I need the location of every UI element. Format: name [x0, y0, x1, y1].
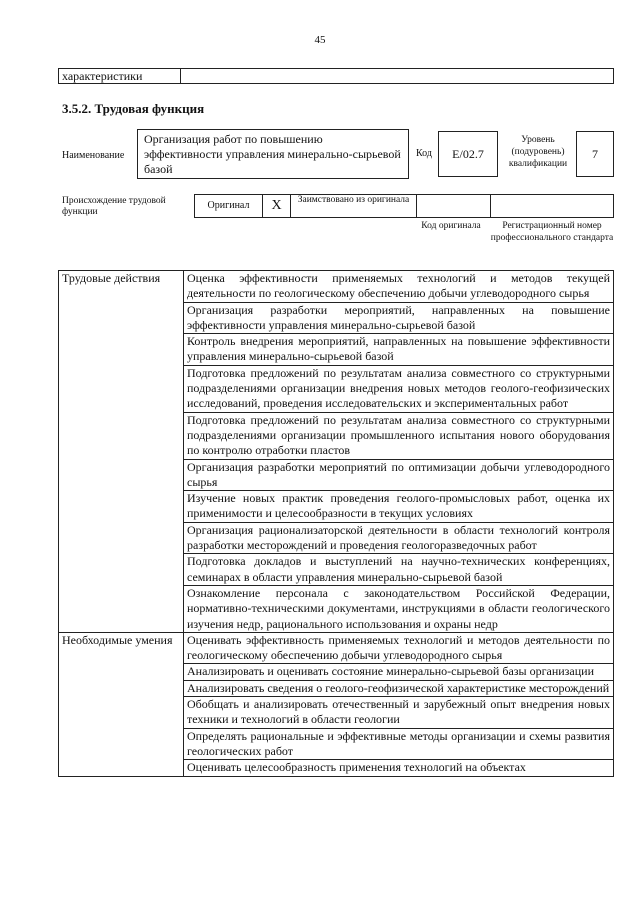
- borrowed-label: Заимствовано из оригинала: [291, 195, 417, 217]
- qualification-level: 7: [576, 131, 614, 177]
- continuation-row: [58, 68, 614, 84]
- code-original-label: Код оригинала: [421, 221, 481, 231]
- labor-action-row: [59, 271, 614, 303]
- required-skill-item: Оценивать целесообразность применения технологий на объектах: [184, 760, 614, 776]
- labor-action-item: Оценка эффективности применяемых технологий и методов текущей деятельности по геологическому обеспечению добычи углеводородного сырья: [184, 271, 614, 303]
- labor-action-item: Контроль внедрения мероприятий, направленных на повышение эффективности управления минерально-сырьевой базой: [184, 334, 614, 366]
- code-label: Код: [416, 148, 432, 159]
- function-name: Организация работ по повышению эффективности управления минерально-сырьевой базой: [137, 129, 409, 179]
- labor-action-item: Организация рационализаторской деятельности в области технологий контроля разработки месторождений и проведения геологоразведочных работ: [184, 522, 614, 554]
- labor-action-item: Подготовка предложений по результатам анализа совместного со структурными подразделениями организации внедрения новых методов геолого-геофизических исследований, проведения исследовательских и экспериментальных работ: [184, 365, 614, 412]
- required-skill-row: [59, 632, 614, 664]
- section-title: 3.5.2. Трудовая функция: [62, 101, 205, 116]
- origin-label: Происхождение трудовой функции: [62, 196, 166, 217]
- required-skill-heading: Необходимые умения: [59, 632, 184, 776]
- labor-action-item: Организация разработки мероприятий, направленных на повышение эффективности управления минерально-сырьевой базой: [184, 302, 614, 334]
- reg-number-cell: [491, 195, 613, 217]
- page-number: 45: [314, 34, 326, 46]
- original-label: Оригинал: [195, 195, 263, 217]
- labor-action-heading: Трудовые действия: [59, 271, 184, 633]
- labor-action-item: Изучение новых практик проведения геолого-промысловых работ, оценка их применимости и целесообразности в текущих условиях: [184, 491, 614, 523]
- origin-row: [194, 194, 614, 218]
- original-mark: X: [263, 195, 291, 217]
- required-skill-item: Обобщать и анализировать отечественный и зарубежный опыт внедрения новых техники и технологий в области геологии: [184, 697, 614, 729]
- code-original-cell: [417, 195, 491, 217]
- labor-action-item: Организация разработки мероприятий по оптимизации добычи углеводородного сырья: [184, 459, 614, 491]
- continuation-label: характеристики: [59, 69, 181, 83]
- required-skill-item: Определять рациональные и эффективные методы организации и схемы развития геологических работ: [184, 728, 614, 760]
- required-skill-item: Анализировать сведения о геолого-геофизической характеристике месторождений: [184, 680, 614, 696]
- requirements-table: [58, 270, 614, 777]
- name-label: Наименование: [62, 150, 125, 161]
- required-skill-item: Анализировать и оценивать состояние минерально-сырьевой базы организации: [184, 664, 614, 680]
- function-code: E/02.7: [438, 131, 498, 177]
- required-skill-item: Оценивать эффективность применяемых технологий и методов деятельности по геологическому обеспечению добычи углеводородного сырья: [184, 632, 614, 664]
- labor-action-item: Ознакомление персонала с законодательством Российской Федерации, нормативно-техническими документами, инструкциями в области геологического изучения недр, рационального использования и охраны недр: [184, 585, 614, 632]
- reg-number-label: Регистрационный номер профессионального стандарта: [490, 221, 614, 243]
- level-label: Уровень (подуровень) квалификации: [508, 135, 568, 169]
- labor-action-item: Подготовка докладов и выступлений на научно-технических конференциях, семинарах в области управления минерально-сырьевой базой: [184, 554, 614, 586]
- labor-action-item: Подготовка предложений по результатам анализа совместного со структурными подразделениями организации промышленного испытания нового оборудования по контролю отработки пластов: [184, 412, 614, 459]
